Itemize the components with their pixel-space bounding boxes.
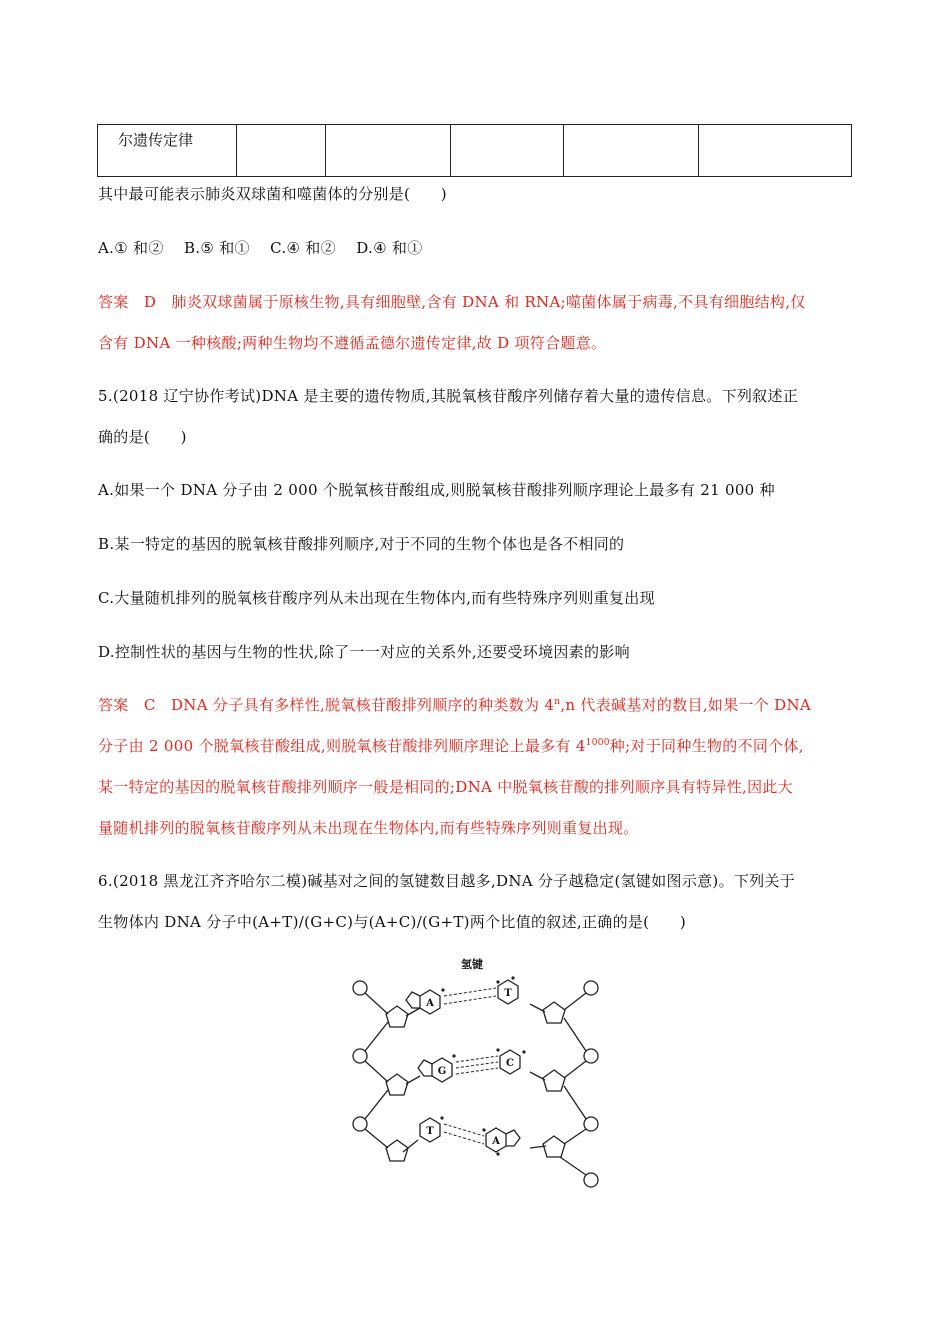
hydrogen-bond (444, 988, 496, 1004)
q5-option-a: A.如果一个 DNA 分子由 2 000 个脱氧核苷酸组成,则脱氧核苷酸排列顺序理论上最多有 21 000 种 (98, 481, 775, 499)
q5-answer-text: 分子由 2 000 个脱氧核苷酸组成,则脱氧核苷酸排列顺序理论上最多有 4 (98, 737, 586, 755)
hydrogen-bond (444, 1124, 484, 1144)
table-cell (699, 125, 852, 177)
phosphate-circle (353, 1049, 367, 1063)
sugar-pentagon (543, 1070, 565, 1091)
phosphate-circle (353, 1117, 367, 1131)
table-cell (326, 125, 451, 177)
phosphate-circle (353, 981, 367, 995)
exponent: 1000 (585, 738, 610, 748)
base-A-ring (406, 990, 440, 1014)
phosphate-circle (584, 1173, 598, 1187)
q5-answer-line-2 (98, 735, 804, 756)
q5-option-b: B.某一特定的基因的脱氧核苷酸排列顺序,对于不同的生物个体也是各不相同的 (98, 535, 625, 553)
table-cell (564, 125, 699, 177)
q5-answer-text: 种;对于同种生物的不同个体, (609, 737, 804, 755)
base-label: A (426, 998, 434, 1009)
dna-hydrogen-bond-figure (348, 952, 604, 1192)
table-cell (451, 125, 564, 177)
q4-answer-line-2: 含有 DNA 一种核酸;两种生物均不遵循孟德尔遗传定律,故 D 项符合题意。 (98, 334, 607, 352)
q4-answer-line-1: 答案 D 肺炎双球菌属于原核生物,具有细胞壁,含有 DNA 和 RNA;噬菌体属于病毒,不具有细胞结构,仅 (98, 293, 806, 311)
sugar-pentagon (386, 1006, 408, 1027)
q5-stem-line-2: 确的是( ) (98, 428, 187, 446)
base-label: A (492, 1136, 500, 1147)
q5-option-d: D.控制性状的基因与生物的性状,除了一一对应的关系外,还要受环境因素的影响 (98, 643, 630, 661)
phosphate-circle (584, 1117, 598, 1131)
q4-options: A.① 和② B.⑤ 和① C.④ 和② D.④ 和① (98, 239, 423, 257)
base-label: G (437, 1066, 447, 1077)
q5-answer-line-1 (98, 694, 811, 715)
q5-answer-text: 答案 C DNA 分子具有多样性,脱氧核苷酸排列顺序的种类数为 4 (98, 696, 555, 714)
figure-title: 氢键 (461, 958, 483, 971)
phosphate-circle (584, 1049, 598, 1063)
sugar-pentagon (543, 1136, 565, 1157)
q6-stem-line-2: 生物体内 DNA 分子中(A+T)/(G+C)与(A+C)/(G+T)两个比值的叙述,正确的是( ) (98, 913, 687, 931)
q4-stem: 其中最可能表示肺炎双球菌和噬菌体的分别是( ) (98, 185, 447, 203)
hydrogen-bond (456, 1056, 498, 1074)
base-label: C (506, 1058, 514, 1069)
base-A-ring (486, 1128, 520, 1152)
q6-stem-line-1: 6.(2018 黑龙江齐齐哈尔二模)碱基对之间的氢键数目越多,DNA 分子越稳定(氢键如图示意)。下列关于 (98, 872, 796, 890)
q5-answer-text: ,n 代表碱基对的数目,如果一个 DNA (560, 696, 812, 714)
q5-answer-line-3: 某一特定的基因的脱氧核苷酸排列顺序一般是相同的;DNA 中脱氧核苷酸的排列顺序具有特异性,因此大 (98, 778, 793, 796)
q5-answer-line-4: 量随机排列的脱氧核苷酸序列从未出现在生物体内,而有些特殊序列则重复出现。 (98, 819, 639, 837)
phosphate-circle (584, 981, 598, 995)
table-cell-label: 尔遗传定律 (98, 125, 237, 177)
exponent: n (554, 697, 561, 707)
sugar-pentagon (543, 1002, 565, 1023)
q5-stem-line-1: 5.(2018 辽宁协作考试)DNA 是主要的遗传物质,其脱氧核苷酸序列储存着大量的遗传信息。下列叙述正 (98, 387, 799, 405)
table-row (98, 125, 852, 177)
sugar-pentagon (386, 1074, 408, 1095)
table-fragment (97, 124, 852, 177)
table-cell (237, 125, 326, 177)
base-label: T (504, 988, 512, 999)
q5-option-c: C.大量随机排列的脱氧核苷酸序列从未出现在生物体内,而有些特殊序列则重复出现 (98, 589, 655, 607)
base-G-ring (418, 1058, 452, 1082)
base-label: T (426, 1126, 434, 1137)
